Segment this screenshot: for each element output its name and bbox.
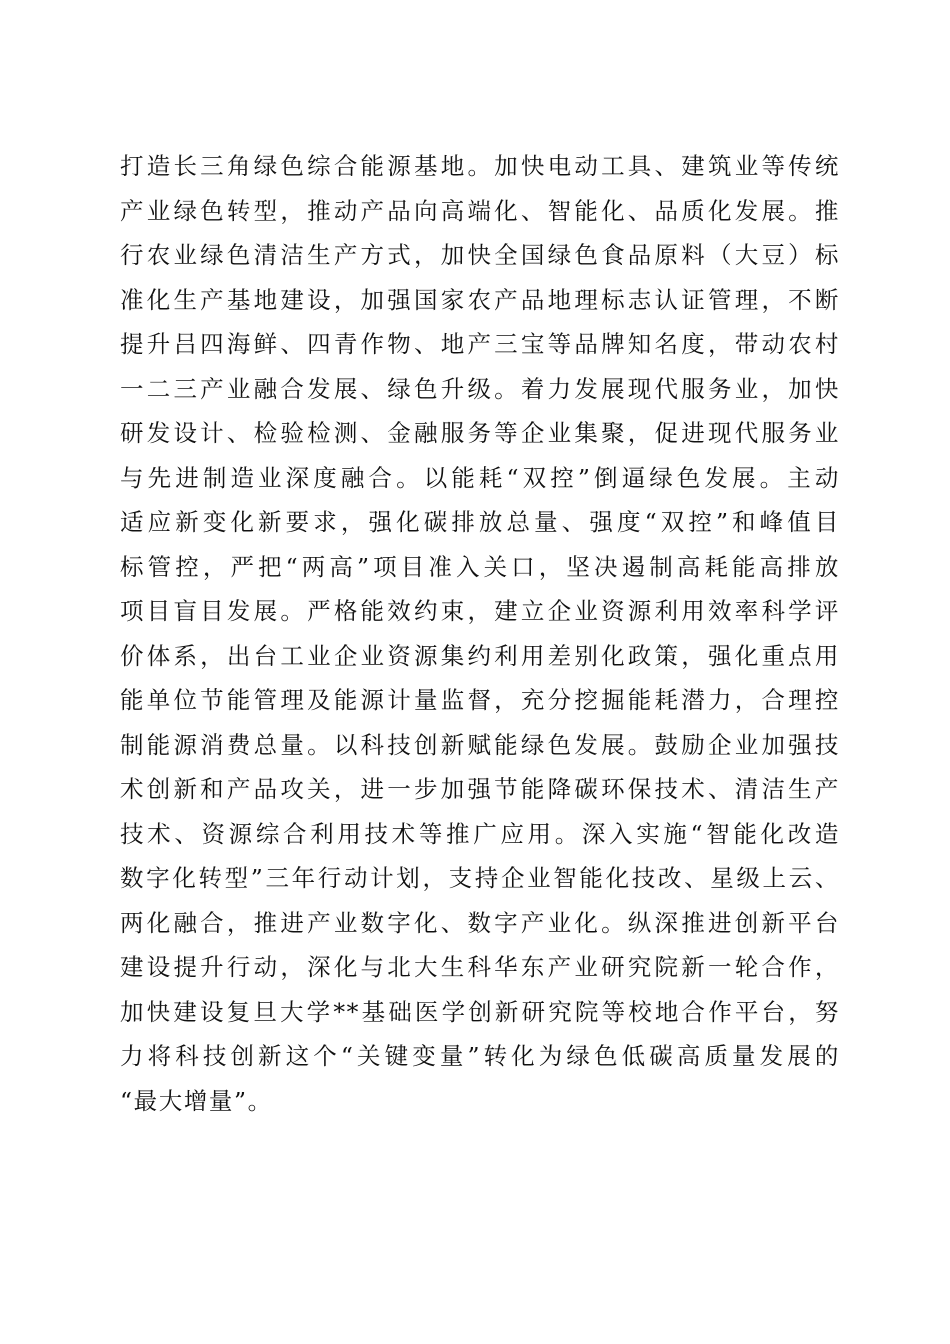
paragraph-line-22: “最大增量”。 [120, 1086, 273, 1115]
paragraph-line-20: 加快建设复旦大学**基础医学创新研究院等校地合作平台，努 [120, 997, 840, 1026]
paragraph-line-3: 行农业绿色清洁生产方式，加快全国绿色食品原料（大豆）标 [120, 241, 840, 269]
paragraph-line-11: 项目盲目发展。严格能效约束，建立企业资源利用效率科学评 [120, 597, 840, 625]
paragraph-line-1: 打造长三角绿色综合能源基地。加快电动工具、建筑业等传统 [120, 152, 840, 180]
paragraph-line-4: 准化生产基地建设，加强国家农产品地理标志认证管理，不断 [120, 285, 840, 314]
paragraph-line-14: 制能源消费总量。以科技创新赋能绿色发展。鼓励企业加强技 [120, 730, 840, 759]
body-paragraph [120, 144, 840, 1123]
paragraph-line-21: 力将科技创新这个“关键变量”转化为绿色低碳高质量发展的 [120, 1042, 840, 1070]
paragraph-line-8: 与先进制造业深度融合。以能耗“双控”倒逼绿色发展。主动 [120, 463, 840, 492]
paragraph-line-19: 建设提升行动，深化与北大生科华东产业研究院新一轮合作， [120, 953, 840, 981]
paragraph-line-5: 提升吕四海鲜、四青作物、地产三宝等品牌知名度，带动农村 [120, 330, 840, 358]
paragraph-line-15: 术创新和产品攻关，进一步加强节能降碳环保技术、清洁生产 [120, 775, 840, 803]
paragraph-line-2: 产业绿色转型，推动产品向高端化、智能化、品质化发展。推 [120, 196, 840, 225]
paragraph-line-9: 适应新变化新要求，强化碳排放总量、强度“双控”和峰值目 [120, 508, 840, 536]
paragraph-line-12: 价体系，出台工业企业资源集约利用差别化政策，强化重点用 [120, 641, 840, 670]
paragraph-line-6: 一二三产业融合发展、绿色升级。着力发展现代服务业，加快 [120, 374, 840, 403]
paragraph-line-7: 研发设计、检验检测、金融服务等企业集聚，促进现代服务业 [120, 419, 840, 447]
paragraph-line-18: 两化融合，推进产业数字化、数字产业化。纵深推进创新平台 [120, 908, 840, 937]
paragraph-line-13: 能单位节能管理及能源计量监督，充分挖掘能耗潜力，合理控 [120, 686, 840, 714]
paragraph-line-10: 标管控，严把“两高”项目准入关口，坚决遏制高耗能高排放 [120, 552, 840, 581]
paragraph-line-17: 数字化转型”三年行动计划，支持企业智能化技改、星级上云、 [120, 864, 840, 892]
paragraph-line-16: 技术、资源综合利用技术等推广应用。深入实施“智能化改造 [120, 819, 840, 848]
